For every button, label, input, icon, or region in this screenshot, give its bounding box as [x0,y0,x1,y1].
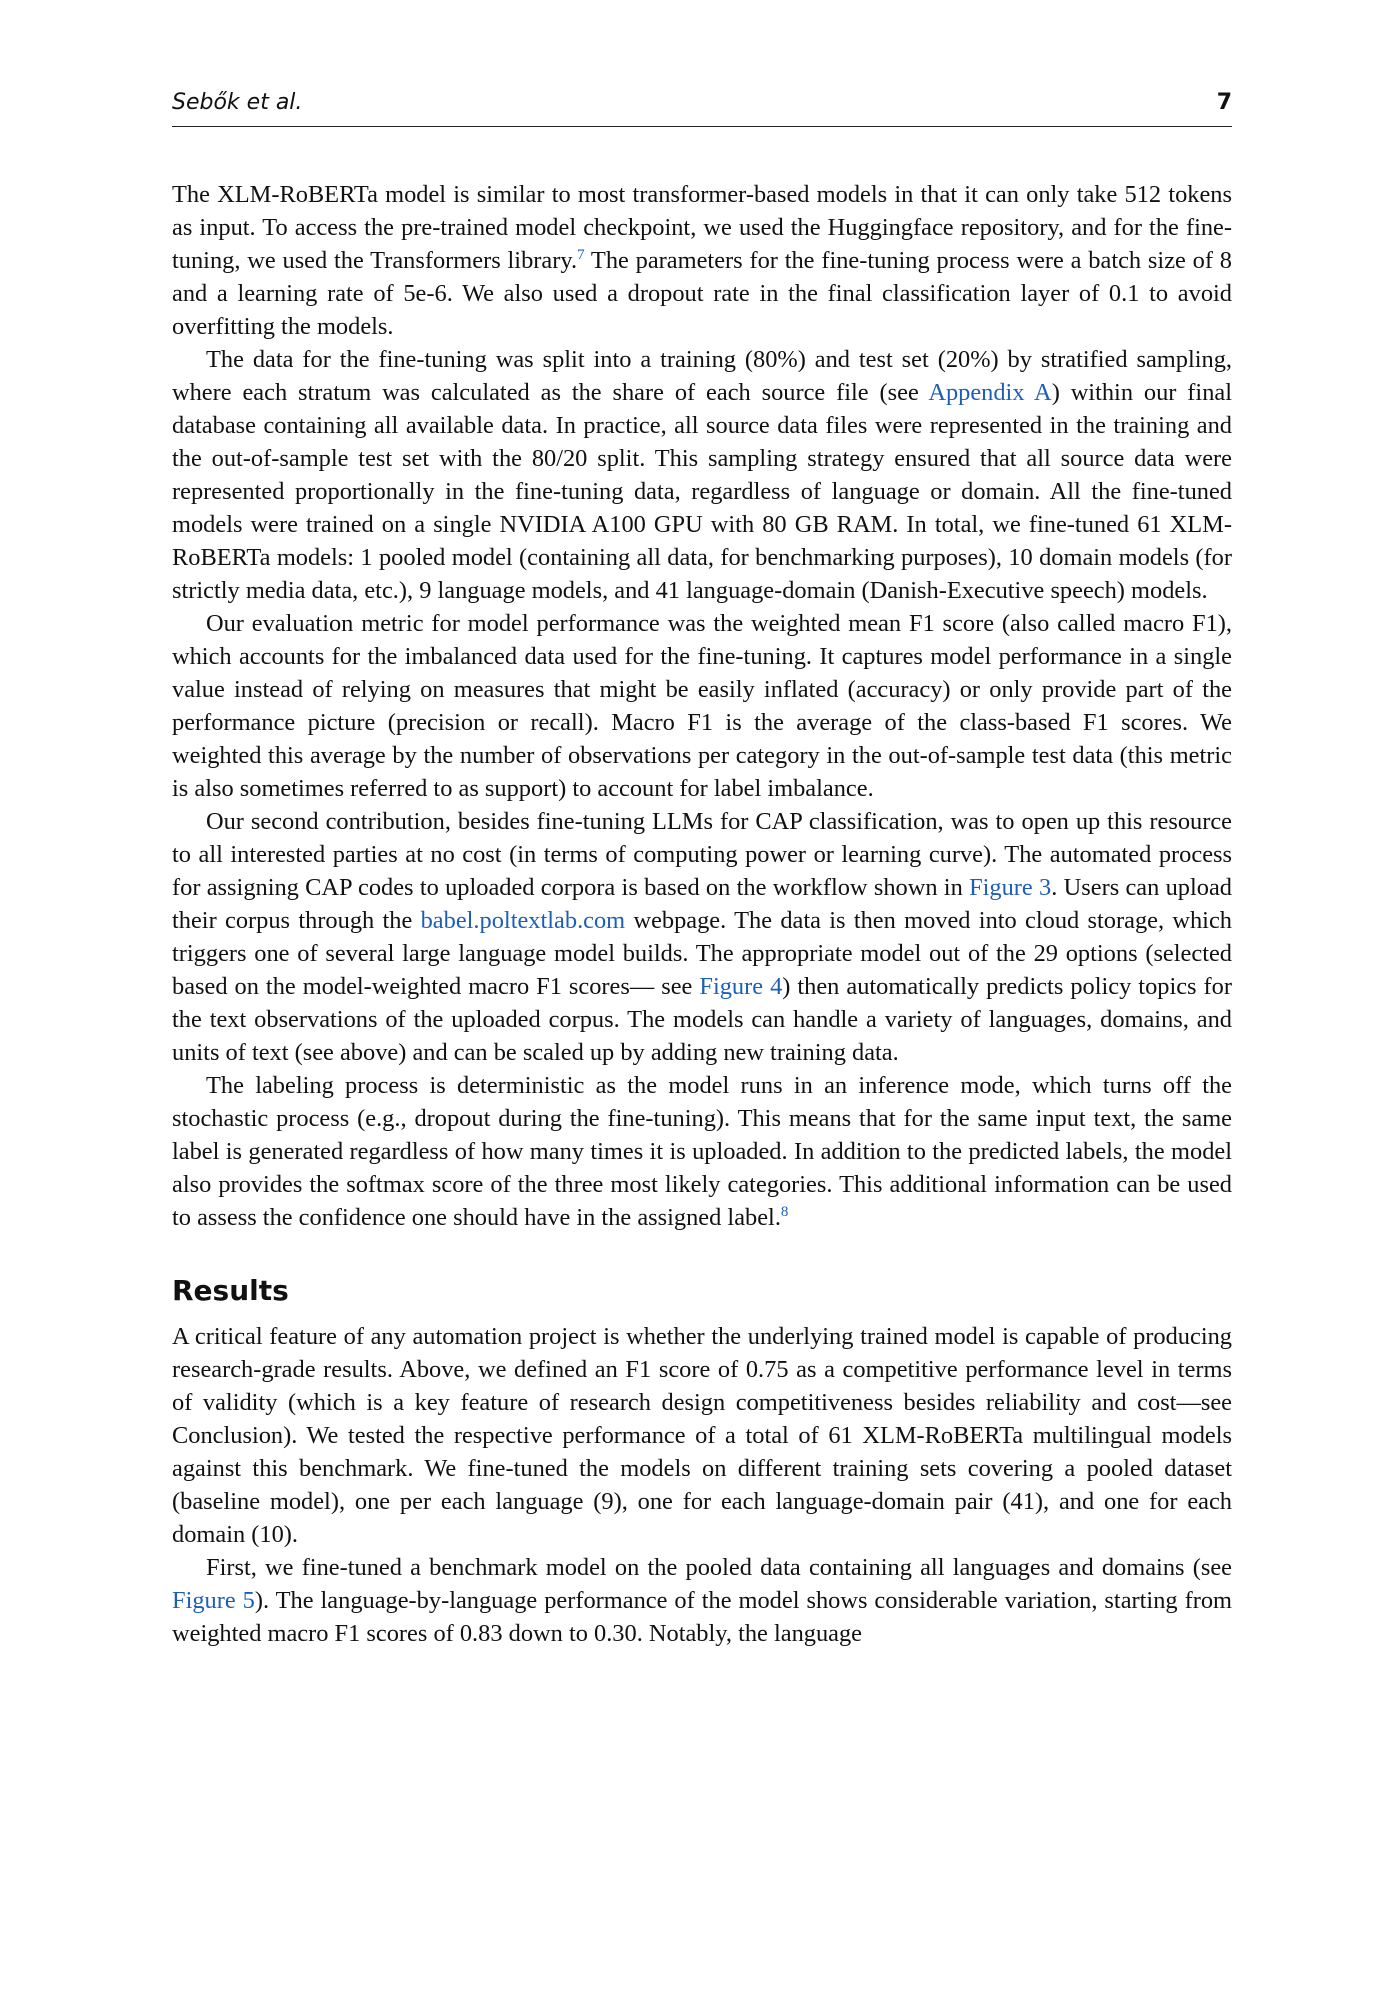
paragraph-benchmark-model: First, we fine-tuned a benchmark model on the pooled data containing all languages and domains (see Figure 5). The language-by-language performance of the model shows considerable variation, starting from weighted macro F1 scores of 0.83 down to 0.30. Notably, the language [172,1554,1232,1647]
footnote-ref-8[interactable]: 8 [780,1203,789,1220]
link-figure-5[interactable]: Figure 5 [172,1587,255,1614]
paragraph-model-setup: The XLM-RoBERTa model is similar to most transformer-based models in that it can only take 512 tokens as input. To access the pre-trained model checkpoint, we used the Huggingface repository, and for the fine-tuning, we used the Transformers library.$^7$ The parameters for the fine-tuning process were a batch size of 8 and a learning rate of 5e-6. We also used a dropout rate in the final classification layer of 0.1 to avoid overfitting the models. [172,181,1232,340]
link-babel-poltextlab[interactable]: babel.poltextlab.com [420,907,626,934]
footnote-ref-7[interactable]: 7 [577,246,585,263]
page-number: 7 [1216,90,1232,115]
body-text [172,178,1232,1650]
paragraph-evaluation-metric: Our evaluation metric for model performance was the weighted mean F1 score (also called macro F1), which accounts for the imbalanced data used for the fine-tuning. It captures model performance in a single value instead of relying on measures that might be easily inflated (accuracy) or only provide part of the performance picture (precision or recall). Macro F1 is the average of the class-based F1 scores. We weighted this average by the number of observations per category in the out-of-sample test data (this metric is also sometimes referred to as support) to account for label imbalance. [172,610,1232,802]
running-head-authors: Sebők et al. [172,90,303,115]
paragraph-second-contribution: Our second contribution, besides fine-tuning LLMs for CAP classification, was to open up this resource to all interested parties at no cost (in terms of computing power or learning curve). The automated process for assigning CAP codes to uploaded corpora is based on the workflow shown in Figure 3. Users can upload their corpus through the babel.poltextlab.com webpage. The data is then moved into cloud storage, which triggers one of several large language model builds. The appropriate model out of the 29 options (selected based on the model-weighted macro F1 scores— see Figure 4) then automatically predicts policy topics for the text observations of the uploaded corpus. The models can handle a variety of languages, domains, and units of text (see above) and can be scaled up by adding new training data. [172,808,1232,1066]
paragraph-results-intro: A critical feature of any automation project is whether the underlying trained model is capable of producing research-grade results. Above, we defined an F1 score of 0.75 as a competitive performance level in terms of validity (which is a key feature of research design competitiveness besides reliability and cost—see Conclusion). We tested the respective performance of a total of 61 XLM-RoBERTa multilingual models against this benchmark. We fine-tuned the models on different training sets covering a pooled dataset (baseline model), one per each language (9), one for each language-domain pair (41), and one for each domain (10). [172,1323,1232,1548]
link-figure-4[interactable]: Figure 4 [699,973,783,1000]
paragraph-labeling-process: The labeling process is deterministic as the model runs in an inference mode, which turns off the stochastic process (e.g., dropout during the fine-tuning). This means that for the same input text, the same label is generated regardless of how many times it is uploaded. In addition to the predicted labels, the model also provides the softmax score of the three most likely categories. This additional information can be used to assess the confidence one should have in the assigned label.$^8$ [172,1072,1232,1231]
link-figure-3[interactable]: Figure 3 [969,874,1052,901]
running-head [172,86,1232,127]
paragraph-data-split: The data for the fine-tuning was split into a training (80%) and test set (20%) by stratified sampling, where each stratum was calculated as the share of each source file (see Appendix A) within our final database containing all available data. In practice, all source data files were represented in the training and the out-of-sample test set with the 80/20 split. This sampling strategy ensured that all source data were represented proportionally in the fine-tuning data, regardless of language or domain. All the fine-tuned models were trained on a single NVIDIA A100 GPU with 80 GB RAM. In total, we fine-tuned 61 XLM-RoBERTa models: 1 pooled model (containing all data, for benchmarking purposes), 10 domain models (for strictly media data, etc.), 9 language models, and 41 language-domain (Danish-Executive speech) models. [172,346,1233,604]
section-heading-results: Results [172,1274,289,1307]
link-appendix-a[interactable]: Appendix A [928,379,1052,406]
